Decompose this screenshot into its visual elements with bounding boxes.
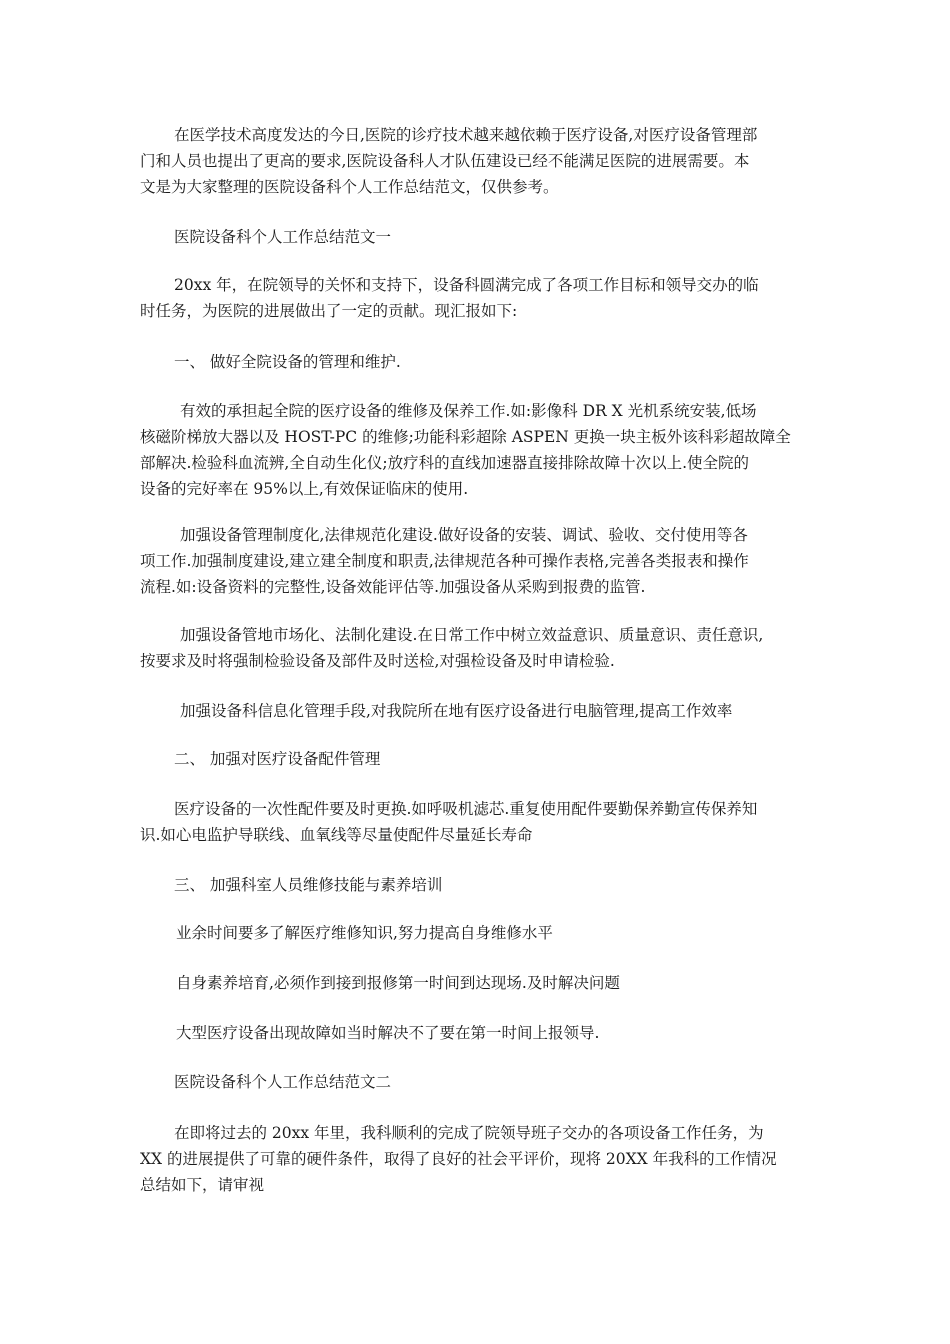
text-line: 核磁阶梯放大器以及 HOST-PC 的维修;功能科彩超除 ASPEN 更换一块主板外该科彩超故障全 bbox=[140, 428, 791, 446]
text-line: 一、 做好全院设备的管理和维护. bbox=[174, 353, 401, 371]
text-line: 医院设备科个人工作总结范文二 bbox=[174, 1073, 392, 1091]
text-line: 部解决.检验科血流辨,全自动生化仪;放疗科的直线加速器直接排除故障十次以上.使全院的 bbox=[140, 454, 750, 472]
section-title-2 bbox=[140, 1069, 816, 1095]
text-line: 医疗设备的一次性配件要及时更换.如呼吸机滤芯.重复使用配件要勤保养勤宣传保养知 bbox=[174, 800, 758, 818]
paragraph-maintenance bbox=[140, 398, 816, 502]
text-line: 在医学技术高度发达的今日,医院的诊疗技术越来越依赖于医疗设备,对医疗设备管理部 bbox=[174, 126, 758, 144]
text-line: 在即将过去的 20xx 年里，我科顺利的完成了院领导班子交办的各项设备工作任务，为 bbox=[174, 1124, 764, 1142]
text-line: 加强设备管理制度化,法律规范化建设.做好设备的安装、调试、验收、交付使用等各 bbox=[180, 526, 748, 544]
summary-paragraph-2 bbox=[140, 1120, 816, 1198]
text-line: 加强设备科信息化管理手段,对我院所在地有医疗设备进行电脑管理,提高工作效率 bbox=[180, 702, 733, 720]
section-title-1 bbox=[140, 224, 816, 250]
summary-paragraph-1 bbox=[140, 272, 816, 324]
heading-item-3 bbox=[140, 872, 816, 898]
text-line: 医院设备科个人工作总结范文一 bbox=[174, 228, 392, 246]
heading-item-1 bbox=[140, 349, 816, 375]
text-line: XX 的进展提供了可靠的硬件条件，取得了良好的社会平评价，现将 20XX 年我科的工作情况 bbox=[140, 1150, 777, 1168]
intro-paragraph bbox=[140, 122, 816, 200]
text-line: 加强设备管地市场化、法制化建设.在日常工作中树立效益意识、质量意识、责任意识, bbox=[180, 626, 764, 644]
paragraph-information bbox=[140, 698, 816, 724]
text-line: 二、 加强对医疗设备配件管理 bbox=[174, 750, 381, 768]
paragraph-training-2 bbox=[140, 970, 816, 996]
text-line: 流程.如:设备资料的完整性,设备效能评估等.加强设备从采购到报费的监管. bbox=[140, 578, 646, 596]
text-line: 总结如下，请审视 bbox=[140, 1176, 265, 1194]
text-line: 三、 加强科室人员维修技能与素养培训 bbox=[174, 876, 443, 894]
paragraph-training-3 bbox=[140, 1020, 816, 1046]
text-line: 门和人员也提出了更高的要求,医院设备科人才队伍建设已经不能满足医院的进展需要。本 bbox=[140, 152, 750, 170]
text-line: 大型医疗设备出现故障如当时解决不了要在第一时间上报领导. bbox=[176, 1024, 600, 1042]
text-line: 自身素养培育,必须作到接到报修第一时间到达现场.及时解决问题 bbox=[176, 974, 620, 992]
text-line: 有效的承担起全院的医疗设备的维修及保养工作.如:影像科 DR X 光机系统安装,低场 bbox=[180, 402, 757, 420]
heading-item-2 bbox=[140, 746, 816, 772]
text-line: 设备的完好率在 95%以上,有效保证临床的使用. bbox=[140, 480, 469, 498]
text-line: 时任务，为医院的进展做出了一定的贡献。现汇报如下: bbox=[140, 302, 518, 320]
text-line: 识.如心电监护导联线、血氧线等尽量使配件尽量延长寿命 bbox=[140, 826, 533, 844]
text-line: 按要求及时将强制检验设备及部件及时送检,对强检设备及时申请检验. bbox=[140, 652, 615, 670]
text-line: 文是为大家整理的医院设备科个人工作总结范文，仅供参考。 bbox=[140, 178, 559, 196]
paragraph-management bbox=[140, 522, 816, 600]
paragraph-training-1 bbox=[140, 920, 816, 946]
text-line: 业余时间要多了解医疗维修知识,努力提高自身维修水平 bbox=[176, 924, 553, 942]
text-line: 项工作.加强制度建设,建立建全制度和职责,法律规范各种可操作表格,完善各类报表和操作 bbox=[140, 552, 749, 570]
paragraph-market bbox=[140, 622, 816, 674]
paragraph-parts bbox=[140, 796, 816, 848]
text-line: 20xx 年，在院领导的关怀和支持下，设备科圆满完成了各项工作目标和领导交办的临 bbox=[174, 276, 759, 294]
